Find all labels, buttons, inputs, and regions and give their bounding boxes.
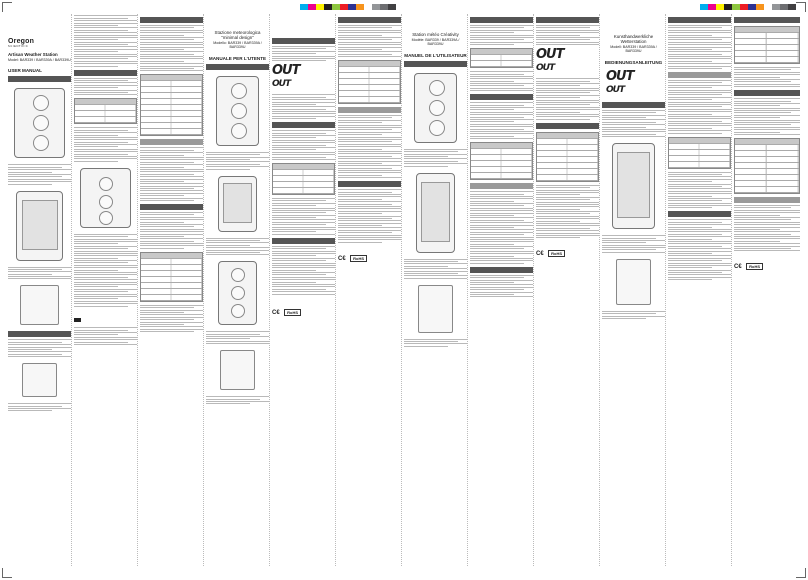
color-swatch (308, 4, 316, 10)
out-label: OUT (606, 84, 625, 95)
out-label: OUT (272, 63, 300, 79)
section-bar (74, 70, 137, 76)
rohs-badge: RoHS (350, 255, 367, 262)
color-swatch (324, 4, 332, 10)
color-swatch (380, 4, 388, 10)
ce-mark: C€ (338, 255, 346, 262)
out-label: OUT (536, 63, 555, 74)
section-bar (470, 94, 533, 100)
color-swatch (708, 4, 716, 10)
german-cover-column (602, 14, 666, 566)
section-bar (734, 17, 800, 23)
section-bar (8, 331, 71, 337)
model-line: Modell: BAR339 / BAR339A / BAR339U (610, 45, 657, 54)
german-text-column (668, 14, 732, 566)
info-table (74, 98, 137, 124)
spec-table (734, 138, 800, 194)
color-swatch (772, 4, 780, 10)
section-bar (272, 38, 335, 44)
color-swatch (332, 4, 340, 10)
section-bar (536, 17, 599, 23)
out-display-icon (536, 49, 599, 74)
manual-title: MANUEL DE L'UTILISATEUR (404, 52, 467, 58)
info-table (734, 26, 800, 64)
device-back-illustration (218, 176, 257, 232)
section-bar (338, 17, 401, 23)
color-swatch (764, 4, 772, 10)
section-bar (338, 107, 401, 113)
color-swatch (372, 4, 380, 10)
info-table (470, 142, 533, 180)
italian-text-column (272, 14, 336, 566)
brand-sub: SCIENTIFIC (8, 45, 29, 48)
info-table (272, 163, 335, 195)
spec-table (140, 252, 203, 302)
section-bar (602, 102, 665, 108)
sensor-illustration (22, 363, 57, 397)
section-bar (668, 72, 731, 78)
color-swatch (316, 4, 324, 10)
out-label: OUT (606, 68, 634, 84)
product-title: Station météo Créativity (412, 32, 459, 37)
info-table (536, 132, 599, 182)
section-bar (734, 197, 800, 203)
section-bar (404, 61, 467, 67)
color-swatch (356, 4, 364, 10)
color-swatch (364, 4, 372, 10)
rohs-badge: RoHS (746, 263, 763, 270)
color-swatch (716, 4, 724, 10)
ce-mark: C€ (272, 309, 280, 316)
section-bar (8, 76, 71, 82)
ce-mark: C€ (734, 264, 742, 271)
model-line: Modèle: BAR339 / BAR339A / BAR339U (411, 38, 460, 47)
ce-mark: C€ (536, 251, 544, 258)
color-swatch (780, 4, 788, 10)
crop-mark (2, 2, 12, 12)
color-swatch (700, 4, 708, 10)
english-text-column (74, 14, 138, 566)
manual-title: BEDIENUNGSANLEITUNG (604, 59, 663, 65)
section-bar (272, 122, 335, 128)
brand-name: Oregon (8, 38, 35, 45)
color-registration-bar (300, 4, 396, 10)
color-swatch (732, 4, 740, 10)
section-bar (470, 17, 533, 23)
info-table (338, 60, 401, 104)
device-illustration (14, 88, 65, 158)
english-cover-column (8, 14, 72, 566)
out-label: OUT (272, 79, 291, 90)
crop-mark (796, 568, 806, 578)
note-badge (74, 318, 81, 322)
color-swatch (300, 4, 308, 10)
section-bar (668, 17, 731, 23)
section-bar (206, 64, 269, 70)
manual-title: MANUALE PER L'UTENTE (208, 55, 267, 61)
crop-mark (796, 2, 806, 12)
device-back-illustration (16, 191, 63, 261)
section-bar (140, 204, 203, 210)
remote-sensor-illustration (20, 285, 59, 325)
remote-sensor-illustration (220, 350, 255, 390)
french-cover-column (404, 14, 468, 566)
color-swatch (340, 4, 348, 10)
product-title: Kunsthandwerkliche Wetterstation (613, 34, 654, 44)
section-bar (140, 139, 203, 145)
brand-logo (8, 38, 71, 48)
device-illustration (80, 168, 131, 228)
section-bar (668, 211, 731, 217)
color-swatch (748, 4, 756, 10)
french-text-column (470, 14, 534, 566)
section-bar (338, 181, 401, 187)
section-bar (272, 238, 335, 244)
out-display-icon (272, 65, 335, 90)
remote-sensor-illustration (616, 259, 651, 305)
device-back-illustration (612, 143, 655, 229)
color-swatch (740, 4, 748, 10)
product-title: Artisan Weather Station (8, 52, 58, 57)
info-table (668, 137, 731, 169)
section-bar (470, 267, 533, 273)
device-illustration (216, 76, 259, 146)
italian-text-column-2 (338, 14, 402, 566)
rohs-badge: RoHS (548, 250, 565, 257)
device-back-illustration (416, 173, 455, 253)
info-table (140, 74, 203, 136)
color-registration-bar (700, 4, 796, 10)
out-display-icon (606, 68, 661, 96)
color-swatch (724, 4, 732, 10)
german-text-column-2 (734, 14, 800, 566)
section-bar (140, 17, 203, 23)
section-bar (734, 90, 800, 96)
color-swatch (348, 4, 356, 10)
info-table (470, 48, 533, 68)
model-line: Modello: BAR339 / BAR339A / BAR339U (213, 41, 262, 50)
rohs-badge: RoHS (284, 309, 301, 316)
manual-title: USER MANUAL (8, 68, 42, 74)
product-title: Stazione meteorologica "minimal design" (214, 30, 261, 40)
crop-mark (2, 568, 12, 578)
italian-cover-column (206, 14, 270, 566)
color-swatch (388, 4, 396, 10)
out-label: OUT (536, 47, 564, 63)
device-illustration (414, 73, 457, 143)
section-bar (536, 123, 599, 129)
color-swatch (788, 4, 796, 10)
model-line: Model: BAR339 / BAR339A / BAR339U (8, 58, 71, 62)
section-bar (470, 183, 533, 189)
english-text-column-2 (140, 14, 204, 566)
french-text-column-2 (536, 14, 600, 566)
device-illustration (218, 261, 257, 325)
color-swatch (756, 4, 764, 10)
remote-sensor-illustration (418, 285, 453, 333)
